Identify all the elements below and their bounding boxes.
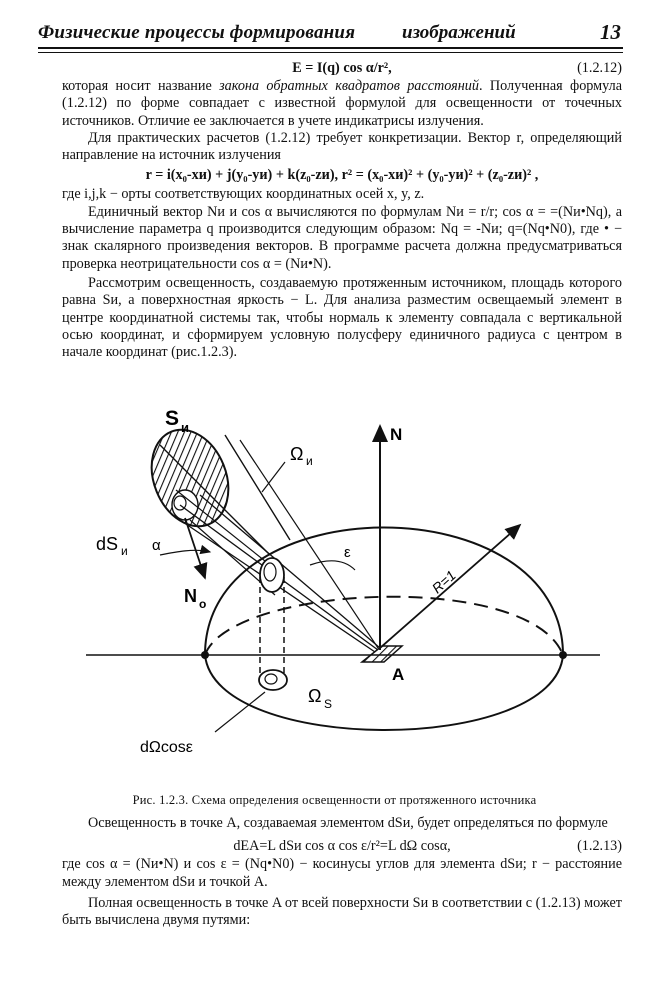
header-rule (38, 47, 623, 53)
label-Omega-S: Ω (308, 686, 322, 706)
label-Omega: Ω (290, 444, 304, 464)
equation-vector-r (62, 167, 622, 185)
equation-vector-r-formula: r = i(x₀-xи) + j(y₀-yи) + k(z₀-zи), r² = (x₀-xи)² + (y₀-yи)² + (z₀-zи)² , (145, 167, 539, 184)
label-No: N (184, 586, 197, 606)
paragraph-law-text-a: которая носит название (62, 78, 220, 94)
ray-4 (240, 440, 378, 648)
label-dS: dS (96, 534, 119, 554)
running-header (38, 18, 623, 48)
paragraph-total: Полная освещенность в точке A от всей поверхности Sи в соответствии с (1.2.13) может быть вычислена двумя путями: (62, 894, 622, 929)
equation-1-2-12 (62, 60, 622, 78)
label-N: N (390, 425, 403, 444)
hemisphere-arc (205, 528, 563, 656)
label-dS-sub: и (121, 544, 128, 558)
paragraph-practical: Для практических расчетов (1.2.12) требует конкретизации. Вектор r, определяющий направление на источник излучения (62, 129, 622, 164)
equation-1-2-12-formula: E = I(q) cos α/r², (292, 60, 392, 76)
top-text-block (62, 60, 622, 361)
header-subtitle: изображений (402, 22, 516, 43)
paragraph-orts: где i,j,k − орты соответствующих координатных осей x, y, z. (62, 186, 425, 203)
page-number: 13 (600, 20, 621, 44)
hemisphere-right-point (559, 651, 567, 659)
header-title: Физические процессы формирования (38, 22, 356, 43)
label-Omega-sub: и (306, 454, 313, 468)
label-alpha: α (152, 537, 161, 554)
equation-1-2-13-formula: dEA=L dSи cos α cos ε/r²=L dΩ cosα, (233, 838, 451, 855)
equation-1-2-13 (62, 838, 622, 856)
equation-1-2-13-number: (1.2.13) (577, 838, 622, 855)
label-epsilon: ε (344, 544, 351, 561)
label-dOmega-leader (215, 692, 265, 732)
label-No-sub: o (199, 597, 207, 611)
epsilon-arc (310, 561, 355, 570)
label-A: A (392, 665, 405, 684)
illuminated-element (362, 646, 402, 662)
paragraph-law (62, 78, 622, 130)
paragraph-illuminance: Освещенность в точке A, создаваемая элементом dSи, будет определяться по формуле (88, 815, 608, 831)
label-S-sub: и (181, 420, 189, 435)
paragraph-extended-source: Рассмотрим освещенность, создаваемую протяженным источником, площадь которого равна Sи, а поверхностная яркость − L. Для анализа разместим освещаемый элемент в центре координатной системы так, чтобы нормаль к элементу совпадала с вертикальной осью координат, и сформируем условную полусферу единичного радиуса с центром в начале координат (рис.1.2.3). (62, 274, 622, 361)
law-name: закона обратных квадратов расстояний (219, 78, 479, 94)
paragraph-cosines: где cos α = (Nи•N) и cos ε = (Nq•N0) − косинусы углов для элемента dSи; r − расстояние между элементом dSи и точкой A. (62, 856, 622, 890)
label-Omega-leader (262, 462, 285, 492)
label-dOmega: dΩcosε (140, 739, 193, 756)
equation-1-2-12-number: (1.2.12) (577, 60, 622, 76)
alpha-arc (160, 550, 210, 555)
label-S: S (165, 407, 180, 430)
label-R: R=1 (428, 566, 459, 597)
ray-2 (200, 495, 380, 648)
paragraph-unit-vector: Единичный вектор Nи и cos α вычисляются по формулам Nи = r/r; cos α = =(Nи•Nq), а вычисление параметра q производится следующим образом: Nq = -Nи; q=(Nq•N0), где • − знак скалярного произведения векторов. В программе расчета должна предусматриваться проверка неотрицательности cos α = (Nи•N). (62, 203, 622, 272)
figure-caption: Рис. 1.2.3. Схема определения освещенности от протяженного источника (132, 793, 537, 807)
label-Omega-S-sub: S (324, 697, 333, 711)
hemisphere-left-point (201, 651, 209, 659)
paragraph-law-text-b: . Полученная формула (1.2.12) по форме совпадает с известной формулой для освещенности от точечных источников. Отличие ее заключается в учете индикатрисы излучения. (62, 78, 622, 129)
figure-1-2-3 (0, 380, 669, 790)
bottom-text-block (62, 815, 622, 929)
hemisphere-front-ellipse (205, 655, 563, 730)
projected-area (259, 670, 287, 690)
